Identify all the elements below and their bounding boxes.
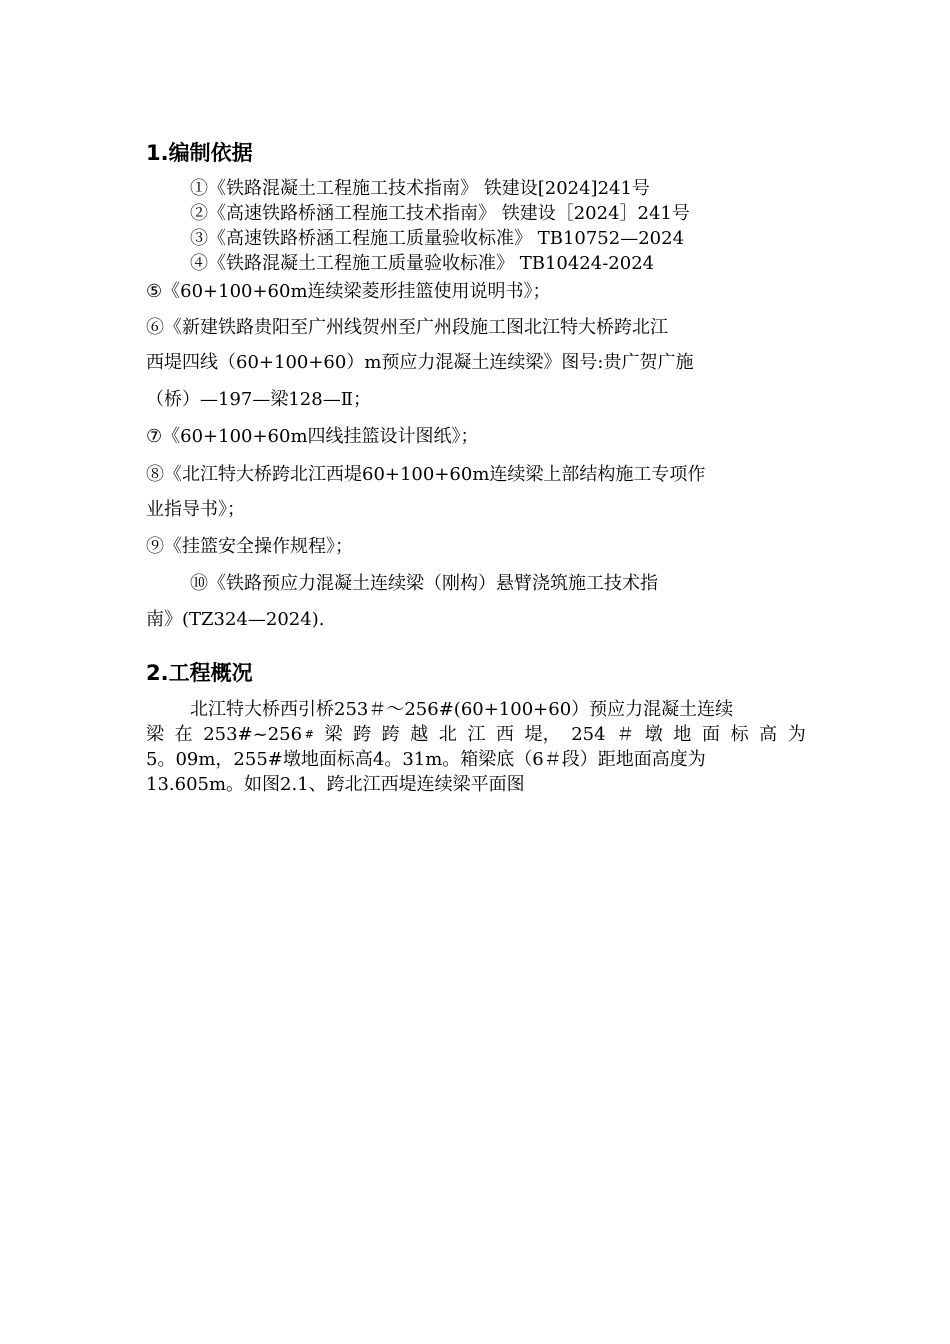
overview-line-2 (146, 722, 806, 747)
reference-item-8-line-1: ⑧《北江特大桥跨北江西堤60+100+60m连续梁上部结构施工专项作 (146, 464, 706, 485)
reference-item-6-line-2: 西堤四线（60+100+60）m预应力混凝土连续梁》图号:贵广贺广施 (146, 352, 694, 373)
overview-word: 梁 (146, 724, 164, 745)
overview-word: 越 (410, 724, 429, 745)
overview-word: 地 (673, 724, 692, 745)
reference-item-9: ⑨《挂篮安全操作规程》； (146, 536, 353, 557)
overview-word: 墩 (644, 724, 663, 745)
overview-word: 北 (438, 724, 457, 745)
reference-item-4: ④《铁路混凝土工程施工质量验收标准》 TB10424-2024 (190, 253, 655, 274)
overview-word: 高 (759, 724, 778, 745)
overview-word: 西 (496, 724, 515, 745)
overview-word: 面 (701, 724, 720, 745)
overview-word: 跨 (381, 724, 400, 745)
overview-word: 为 (787, 724, 806, 745)
reference-item-5: ⑤《60+100+60m连续梁菱形挂篮使用说明书》； (146, 281, 551, 302)
reference-item-10-line-1: ⑩《铁路预应力混凝土连续梁（刚构）悬臂浇筑施工技术指 (190, 573, 658, 594)
overview-word: 堤， (524, 724, 561, 745)
overview-word: 253#~256 (203, 724, 303, 745)
section-1-heading: 1.编制依据 (146, 141, 253, 165)
reference-item-2: ②《高速铁路桥涵工程施工技术指南》 铁建设［2024］241号 (190, 203, 690, 224)
reference-item-8-line-2: 业指导书》； (146, 499, 245, 520)
reference-item-1: ①《铁路混凝土工程施工技术指南》 铁建设[2024]241号 (190, 178, 650, 199)
overview-word: 跨 (353, 724, 372, 745)
overview-word: ＃ (616, 724, 635, 745)
reference-item-6-line-3: （桥）—197—梁128—Ⅱ； (146, 389, 371, 410)
overview-word: 254 (571, 724, 606, 745)
reference-item-3: ③《高速铁路桥涵工程施工质量验收标准》 TB10752—2024 (190, 228, 685, 249)
section-2-heading: 2.工程概况 (146, 661, 253, 685)
overview-line-1: 北江特大桥西引桥253＃～256#(60+100+60）预应力混凝土连续 (190, 699, 734, 720)
overview-word: 江 (467, 724, 486, 745)
overview-word: 在 (174, 724, 193, 745)
overview-line-4: 13.605m。如图2.1、跨北江西堤连续梁平面图 (146, 774, 525, 795)
overview-line-3: 5。09m，255#墩地面标高4。31m。箱梁底（6＃段）距地面高度为 (146, 749, 706, 770)
overview-word-superscript: # (304, 728, 314, 741)
reference-item-7: ⑦《60+100+60m四线挂篮设计图纸》； (146, 426, 479, 447)
reference-item-6-line-1: ⑥《新建铁路贵阳至广州线贺州至广州段施工图北江特大桥跨北江 (146, 317, 668, 338)
overview-word: 梁 (324, 724, 343, 745)
overview-word: 标 (730, 724, 749, 745)
reference-item-10-line-2: 南》(TZ324—2024). (146, 609, 325, 630)
